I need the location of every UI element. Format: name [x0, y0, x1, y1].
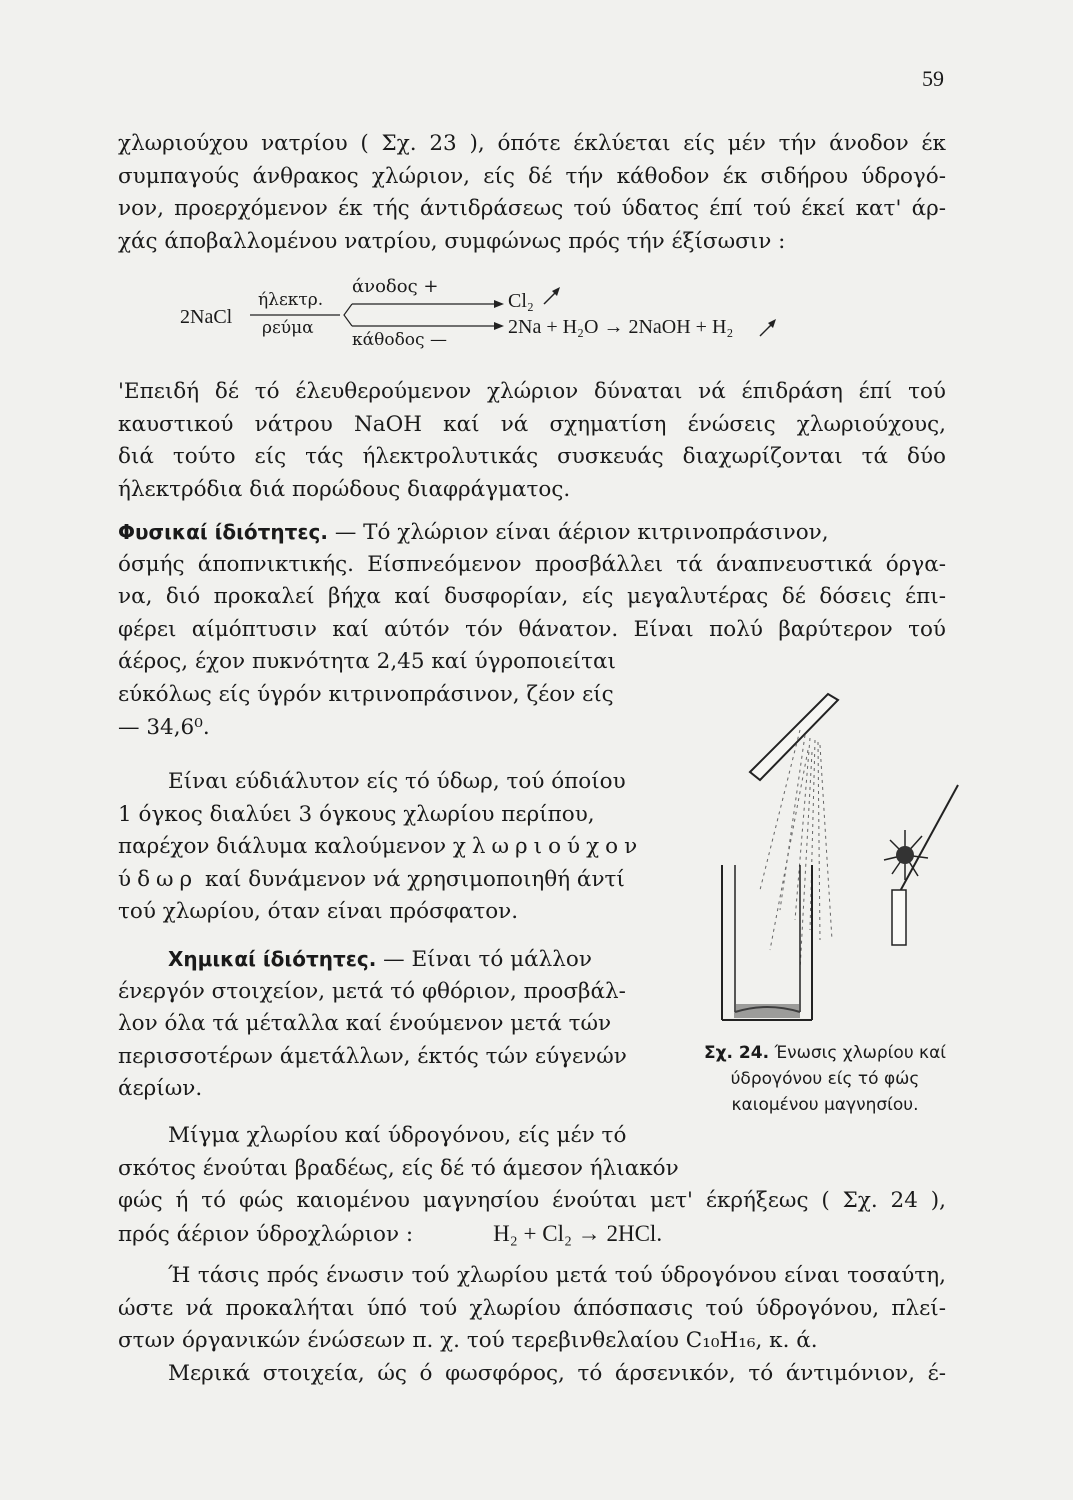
text-line: 1 όγκος διαλύει 3 όγκους χλωρίου περίπου,: [118, 801, 595, 827]
text-line: νον, προερχόμενον έκ τής άντιδράσεως τού ύδατος έπί τού έκεί κατ' άρ-: [118, 196, 946, 222]
text-line: χλωριούχου νατρίου ( Σχ. 23 ), όπότε έκλύεται είς μέν τήν άνοδον έκ: [118, 131, 946, 156]
caption-text: Ένωσις χλωρίου καί ύδρογόνου είς τό φώς καιομένου μαγνησίου.: [730, 1043, 947, 1115]
equation-reactant: 2NaCl: [180, 306, 233, 328]
text-line: διά τούτο είς τάς ήλεκτρολυτικάς συσκευάς διαχωρίζονται τά δύο: [118, 444, 946, 470]
text-line: Είναι εύδιάλυτον είς τό ύδωρ, τού όποίου: [168, 769, 626, 794]
text-line: λον όλα τά μέταλλα καί ένούμενον μετά τών: [118, 1011, 612, 1037]
hcl-equation: H₂ + Cl₂ → 2HCl.: [493, 1220, 663, 1246]
physical-line-first: — Τό χλώριον είναι άέριον κιτρινοπράσινον,: [328, 520, 829, 545]
text-line: 'Επειδή δέ τό έλευθερούμενον χλώριον δύναται νά έπιδράση έπί τού: [118, 379, 946, 404]
equation-anode: άνοδος +: [352, 276, 439, 297]
ribbon-holder: [892, 890, 906, 945]
equation-arrows: [180, 282, 880, 372]
intro-paragraph: [118, 128, 946, 258]
text-line: στων όργανικών ένώσεων π. χ. τού τερεβινθελαίου C₁₀H₁₆, κ. ά.: [118, 1328, 818, 1354]
text-line: [118, 831, 678, 864]
solubility-paragraph: [118, 766, 678, 929]
text-line: εύκόλως είς ύγρόν κιτρινοπράσινον, ζέον είς: [118, 681, 614, 707]
text-line: να, διό προκαλεί βήχα καί δυσφορίαν, είς μεγαλυτέρας δέ δόσεις έπι-: [118, 584, 946, 610]
solubility-text: παρέχον διάλυμα καλούμενον: [118, 834, 447, 860]
chemical-properties-section: [118, 943, 678, 1106]
figure-caption: [700, 1040, 950, 1118]
text-line: Μίγμα χλωρίου καί ύδρογόνου, είς μέν τό: [168, 1123, 627, 1148]
chemical-heading: Χημικαί ίδιότητες.: [168, 947, 377, 971]
cylinder-base: [734, 1004, 800, 1018]
chlorine-water-term: χλωριούχον: [452, 834, 644, 860]
text-line: [118, 1218, 946, 1251]
mixture-text: πρός άέριον ύδροχλώριον :: [118, 1221, 414, 1247]
electrolysis-equation: [180, 276, 880, 372]
equation-cathode-product: 2Na + H₂O → 2NaOH + H₂: [508, 316, 734, 338]
text-line: — 34,6⁰.: [118, 714, 210, 740]
final-paragraph: [118, 1260, 946, 1390]
equation-cathode: κάθοδος —: [352, 330, 447, 350]
text-line: χάς άποβαλλομένου νατρίου, συμφώνως πρός τήν έξίσωσιν :: [118, 228, 786, 254]
text-line: ήλεκτρόδια διά πορώδους διαφράγματος.: [118, 476, 571, 502]
text-line: σκότος ένούται βραδέως, είς δέ τό άμεσον ήλιακόν: [118, 1155, 679, 1181]
caption-label: Σχ. 24.: [703, 1043, 770, 1063]
text-line: ώστε νά προκαλήται ύπό τού χλωρίου άπόσπασις τού ύδρογόνου, πλεί-: [118, 1295, 946, 1321]
physical-heading: Φυσικαί ίδιότητες.: [118, 520, 328, 544]
text-line: άερίων.: [118, 1076, 203, 1102]
text-line: Μερικά στοιχεία, ώς ό φωσφόρος, τό άρσενικόν, τό άντιμόνιον, έ-: [168, 1360, 946, 1386]
glass-plate: [750, 694, 838, 780]
text-line: [118, 943, 678, 976]
solubility-text: καί δυνάμενον νά χρησιμοποιηθή άντί: [205, 866, 625, 892]
text-line: άέρος, έχον πυκνότητα 2,45 καί ύγροποιείται: [118, 649, 616, 675]
water-term: ύδωρ: [118, 866, 199, 892]
text-line: καυστικού νάτρου NaOH καί νά σχηματίση ένώσεις χλωριούχους,: [118, 411, 946, 437]
chemical-line-first: — Είναι τό μάλλον: [383, 947, 592, 972]
text-line: ένεργόν στοιχείον, μετά τό φθόριον, προσβάλ-: [118, 978, 626, 1004]
text-line: φέρει αίμόπτυσιν καί αύτόν τόν θάνατον. Είναι πολύ βαρύτερον τού: [118, 616, 946, 642]
equation-anode-product: Cl₂: [508, 290, 534, 312]
equation-below-arrow: ρεύμα: [262, 318, 314, 338]
text-line: Ή τάσις πρός ένωσιν τού χλωρίου μετά τού ύδρογόνου είναι τοσαύτη,: [168, 1263, 946, 1288]
equation-above-arrow: ήλεκτρ.: [258, 290, 324, 310]
figure-24-illustration: [700, 690, 990, 1050]
text-line: [118, 864, 678, 897]
mixture-paragraph: [118, 1120, 946, 1250]
text-line: περισσοτέρων άμετάλλων, έκτός τών εύγενών: [118, 1043, 627, 1069]
text-line: τού χλωρίου, όταν είναι πρόσφατον.: [118, 899, 519, 925]
magnesium-ribbon: [898, 785, 958, 895]
flame-center: [896, 846, 914, 864]
electrode-paragraph: [118, 376, 946, 506]
text-line: φώς ή τό φώς καιομένου μαγνησίου ένούται μετ' έκρήξεως ( Σχ. 24 ),: [118, 1188, 946, 1214]
text-line: όσμής άποπνικτικής. Είσπνεόμενον προσβάλλει τά άναπνευστικά όργα-: [118, 551, 946, 577]
text-line: [118, 516, 946, 549]
text-line: συμπαγούς άνθρακος χλώριον, είς δέ τήν κάθοδον έκ σιδήρου ύδρογό-: [118, 163, 946, 189]
page-number: 59: [922, 66, 944, 91]
